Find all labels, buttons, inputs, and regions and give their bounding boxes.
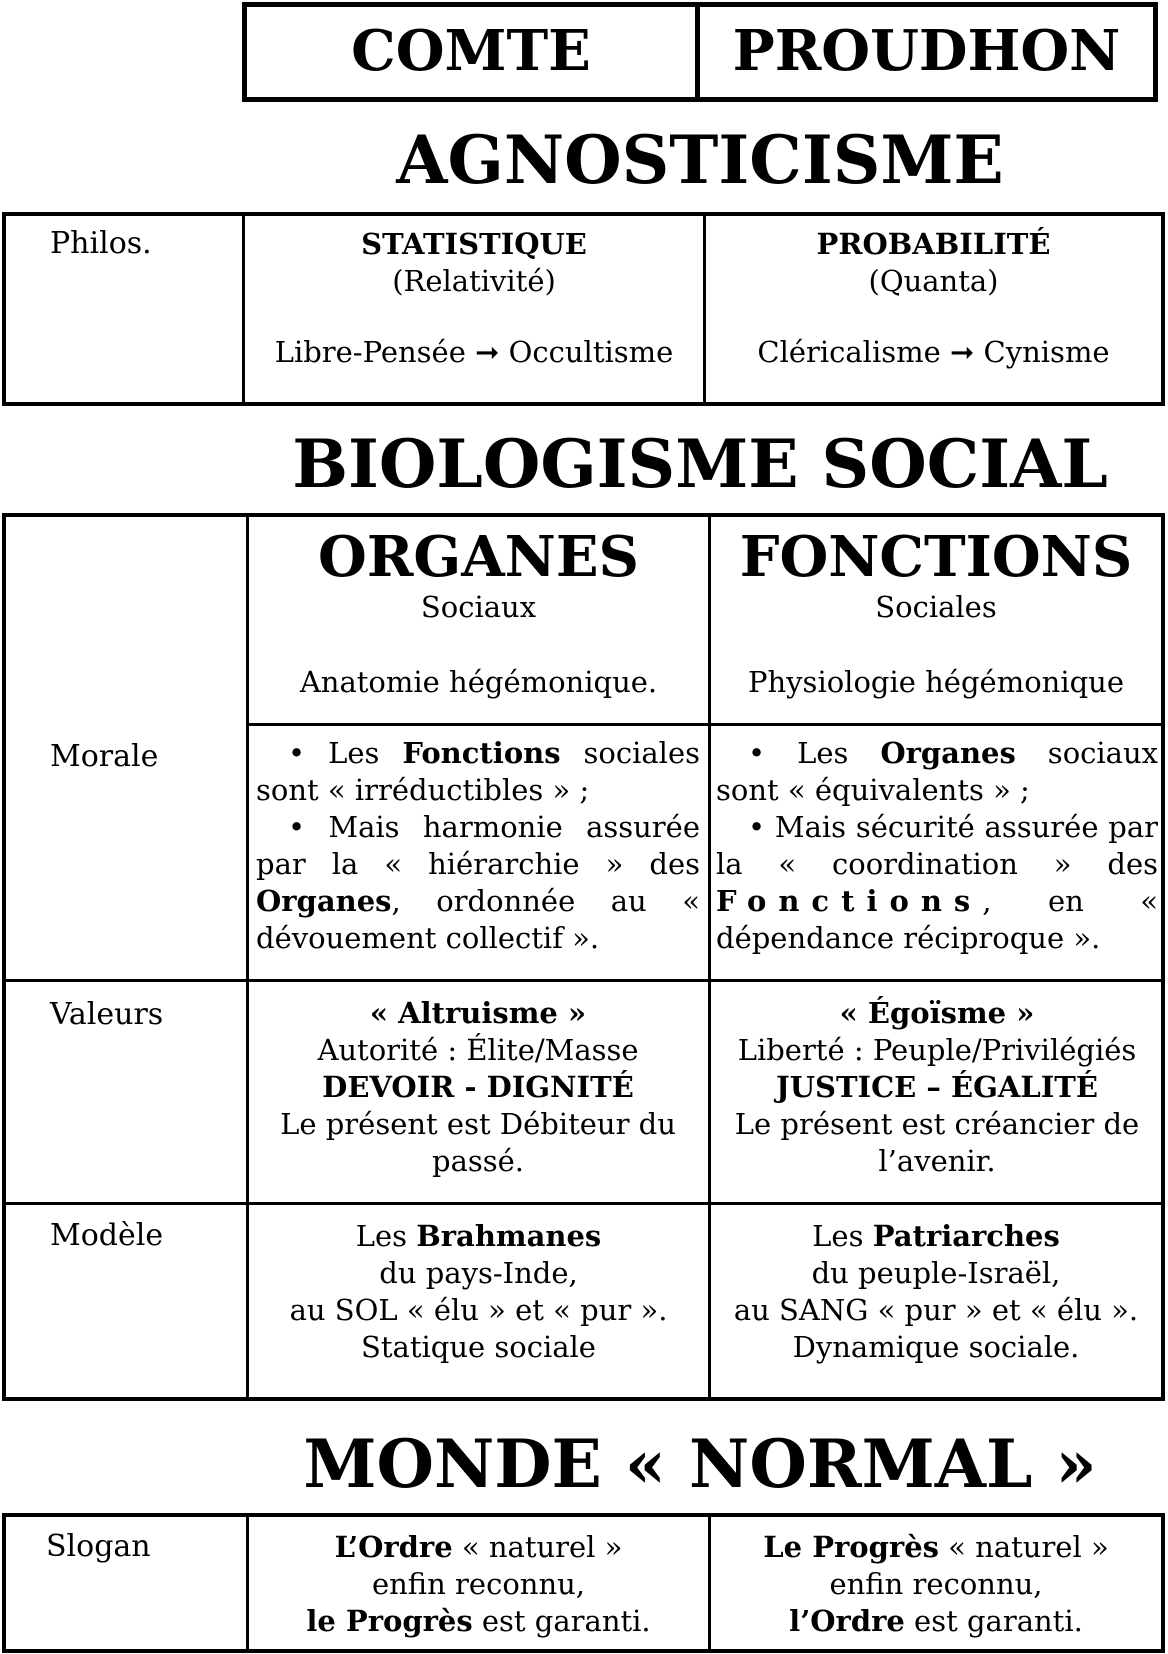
header-proudhon: PROUDHON	[732, 18, 1121, 84]
morale-proudhon-p1: • Les Organes sociaux sont « équivalents » ;	[716, 736, 1158, 807]
philos-comte-transition: Libre-Pensée ➞ Occultisme	[274, 335, 674, 369]
row-label-valeurs: Valeurs	[50, 997, 164, 1032]
section-title-agnosticisme: AGNOSTICISME	[396, 121, 1004, 199]
organes-desc: Anatomie hégémonique.	[299, 665, 658, 699]
row-label-modele: Modèle	[50, 1218, 164, 1253]
arrow-right-icon: ➞	[475, 335, 500, 369]
morale-comte-cell	[256, 735, 700, 957]
slogan-proudhon-cell: Le Progrès « naturel » enfin reconnu, l’Ordre est garanti.	[763, 1530, 1109, 1638]
slogan-comte-cell: L’Ordre « naturel » enfin reconnu, le Progrès est garanti.	[306, 1530, 651, 1638]
header-box	[242, 2, 1158, 102]
fonctions-sub: Sociales	[875, 590, 997, 624]
egoisme-label: « Égoïsme »	[839, 996, 1035, 1030]
morale-proudhon-cell	[716, 735, 1158, 957]
arrow-right-icon: ➞	[950, 335, 975, 369]
row-label-slogan: Slogan	[46, 1529, 151, 1564]
philos-proudhon-cell	[706, 226, 1161, 371]
section-title-biologisme: BIOLOGISME SOCIAL	[292, 425, 1108, 503]
row-label-morale: Morale	[50, 739, 159, 774]
morale-comte-p2: • Mais harmonie assurée par la « hiérarchie » des Organes, ordonnée au « dévouement collectif ».	[256, 810, 700, 955]
relativite-sub: (Relativité)	[392, 264, 556, 298]
morale-comte-p1: • Les Fonctions sociales sont « irréductibles » ;	[256, 736, 700, 807]
section-title-monde: MONDE « NORMAL »	[303, 1425, 1097, 1503]
valeurs-proudhon-cell: « Égoïsme » Liberté : Peuple/Privilégiés JUSTICE – ÉGALITÉ Le présent est créancier de l’avenir.	[716, 995, 1158, 1180]
row-label-philos: Philos.	[50, 226, 152, 261]
organes-title: ORGANES	[318, 524, 639, 590]
philos-table	[2, 212, 1165, 406]
philos-comte-cell	[245, 226, 703, 371]
biologisme-table	[2, 513, 1165, 1401]
statistique-heading: STATISTIQUE	[361, 227, 587, 261]
fonctions-head-cell	[711, 525, 1161, 701]
modele-comte-cell: Les Brahmanes du pays-Inde, au SOL « élu » et « pur ». Statique sociale	[289, 1219, 668, 1364]
morale-proudhon-p2: • Mais sécurité assurée par la « coordination » des Fonctions, en « dépendance réciproque ».	[716, 810, 1158, 955]
valeurs-comte-cell: « Altruisme » Autorité : Élite/Masse DEVOIR - DIGNITÉ Le présent est Débiteur du passé.	[258, 995, 698, 1180]
quanta-sub: (Quanta)	[868, 264, 999, 298]
organes-sub: Sociaux	[420, 590, 537, 624]
fonctions-title: FONCTIONS	[739, 524, 1133, 590]
altruisme-label: « Altruisme »	[369, 996, 587, 1030]
philos-proudhon-transition: Cléricalisme ➞ Cynisme	[757, 335, 1110, 369]
fonctions-desc: Physiologie hégémonique	[747, 665, 1125, 699]
probabilite-heading: PROBABILITÉ	[816, 227, 1051, 261]
slogan-table	[2, 1513, 1165, 1653]
header-comte: COMTE	[351, 18, 591, 84]
modele-proudhon-cell: Les Patriarches du peuple-Israël, au SANG « pur » et « élu ». Dynamique sociale.	[733, 1219, 1139, 1364]
organes-head-cell	[249, 525, 708, 701]
